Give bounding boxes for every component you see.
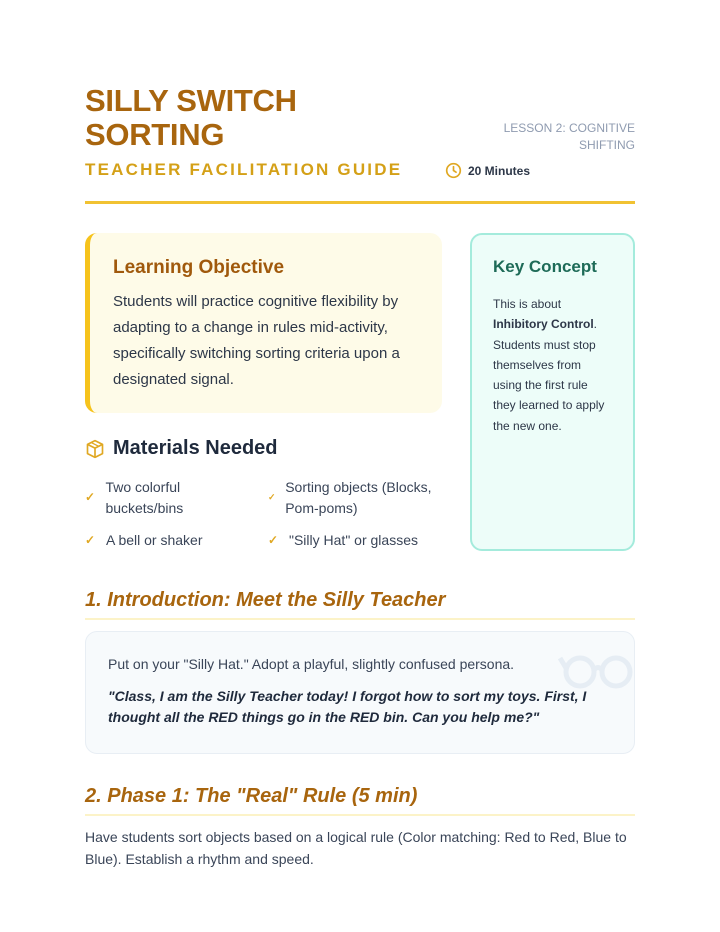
- section-heading-introduction: 1. Introduction: Meet the Silly Teacher: [85, 589, 635, 620]
- duration-text: 20 Minutes: [468, 163, 531, 178]
- key-concept-term: Inhibitory Control: [493, 317, 594, 332]
- clock-icon: [445, 162, 462, 179]
- check-icon: ✓: [85, 533, 96, 547]
- page-title: SILLY SWITCH SORTING: [85, 83, 297, 152]
- page-subtitle: TEACHER FACILITATION GUIDE: [85, 160, 403, 179]
- materials-title: Materials Needed: [113, 437, 278, 459]
- header-divider: [85, 201, 635, 204]
- duration-badge: [445, 162, 530, 179]
- check-icon: ✓: [268, 533, 279, 547]
- materials-heading: [85, 437, 278, 460]
- check-icon: ✓: [268, 492, 276, 502]
- box-icon: [85, 439, 105, 459]
- introduction-card: [85, 631, 635, 754]
- material-item: ✓ "Silly Hat" or glasses: [268, 530, 443, 551]
- section-heading-phase-1: 2. Phase 1: The "Real" Rule (5 min): [85, 785, 635, 816]
- check-icon: ✓: [85, 490, 96, 504]
- key-concept-title: Key Concept: [493, 257, 597, 276]
- objective-text: Students will practice cognitive flexibility by adapting to a change in rules mid-activity, specifically switching sorting criteria upon a designated signal.: [113, 293, 400, 388]
- introduction-instruction: Put on your "Silly Hat." Adopt a playful, slightly confused persona.: [108, 656, 515, 672]
- introduction-quote: "Class, I am the Silly Teacher today! I forgot how to sort my toys. First, I thought all the RED things go in the RED bin. Can you help me?": [108, 688, 587, 725]
- material-item: ✓ Two colorful buckets/bins: [85, 479, 184, 516]
- key-concept-text: This is about Inhibitory Control. Students must stop themselves from using the first rule they learned to apply the new one.: [493, 297, 605, 433]
- glasses-icon: [558, 638, 635, 698]
- header: [85, 84, 635, 180]
- material-item: ✓ Sorting objects (Blocks, Pom-poms): [268, 479, 432, 516]
- material-item: ✓ A bell or shaker: [85, 530, 255, 551]
- key-concept-card: [470, 233, 635, 551]
- phase-1-text: Have students sort objects based on a logical rule (Color matching: Red to Red, Blue to Blue). Establish a rhythm and speed.: [85, 829, 627, 867]
- learning-objective-card: [85, 233, 442, 413]
- objective-title: Learning Objective: [113, 257, 285, 278]
- lesson-label: LESSON 2: COGNITIVE SHIFTING: [503, 121, 635, 152]
